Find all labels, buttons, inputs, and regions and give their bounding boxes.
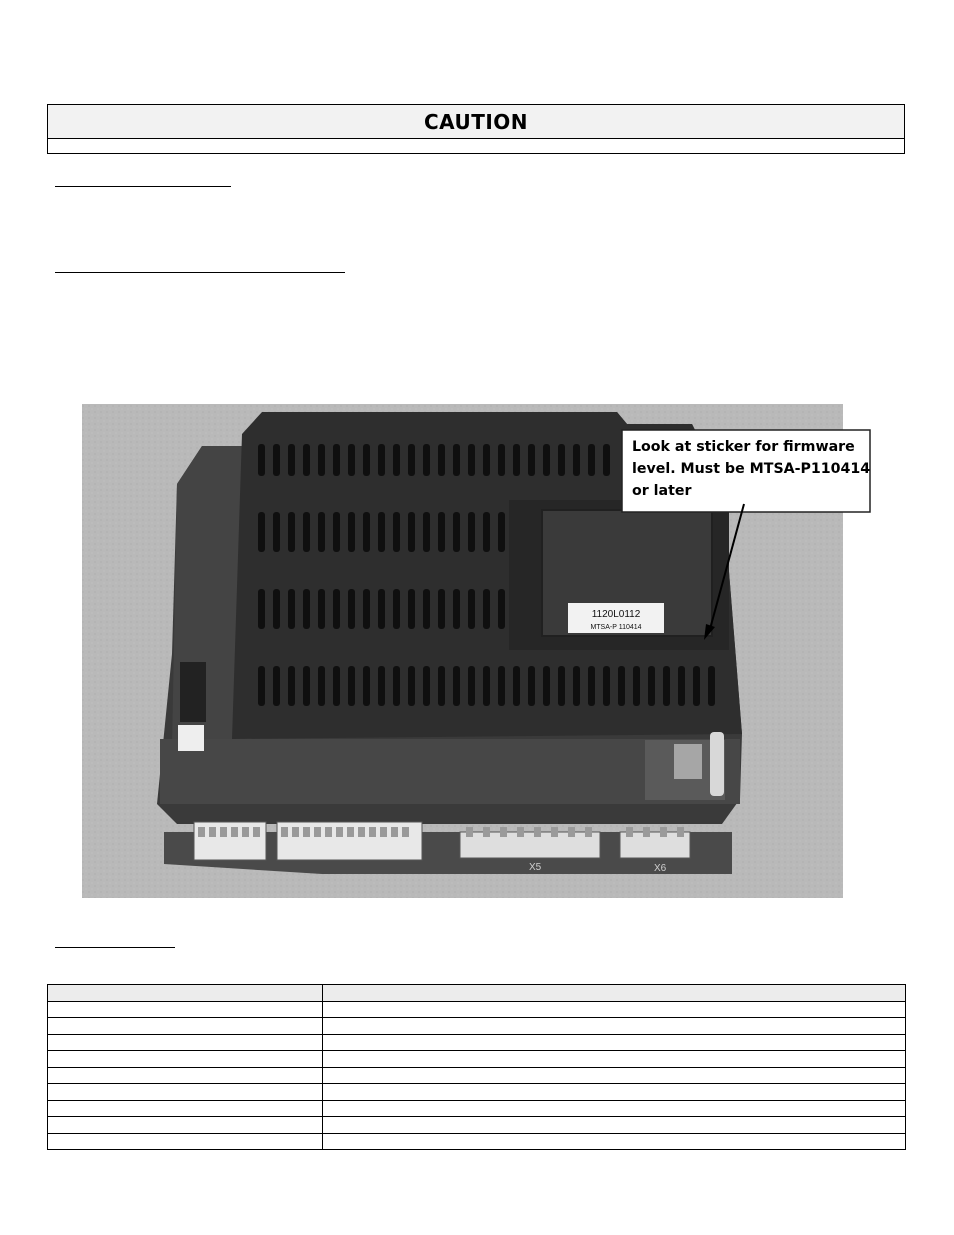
sticker-line-1: 1120L0112 <box>591 609 641 620</box>
table-row <box>48 1133 906 1150</box>
table-row <box>48 1067 906 1084</box>
table-row <box>48 1117 906 1134</box>
table-cell <box>323 1034 906 1051</box>
table-cell <box>323 1133 906 1150</box>
control-board-photo <box>82 404 871 898</box>
table-cell <box>323 985 906 1002</box>
connector-label-x5: X5 <box>529 862 542 873</box>
table-row <box>48 1018 906 1035</box>
table-cell <box>48 985 323 1002</box>
caution-header <box>48 105 904 139</box>
section-heading-underline-2 <box>55 272 345 273</box>
table-cell <box>323 1084 906 1101</box>
caution-title: CAUTION <box>423 109 529 134</box>
table-cell <box>323 1001 906 1018</box>
table-cell <box>323 1067 906 1084</box>
table-cell <box>48 1051 323 1068</box>
table-row <box>48 1001 906 1018</box>
table-header-row <box>48 985 906 1002</box>
sticker-line-2: MTSA-P 110414 <box>590 624 642 631</box>
table-row <box>48 1034 906 1051</box>
caution-box <box>47 104 905 154</box>
table-cell <box>48 1018 323 1035</box>
table-cell <box>48 1034 323 1051</box>
table-cell <box>48 1133 323 1150</box>
table-cell <box>48 1067 323 1084</box>
table-cell <box>323 1100 906 1117</box>
section-heading-underline-1 <box>55 186 231 187</box>
table-row <box>48 1100 906 1117</box>
callout-line-1: Look at sticker for firmware <box>632 439 855 455</box>
data-table <box>47 984 906 1150</box>
table-cell <box>323 1117 906 1134</box>
callout-line-2: level. Must be MTSA-P110414 <box>632 461 871 477</box>
table-cell <box>48 1117 323 1134</box>
section-heading-underline-3 <box>55 947 175 948</box>
table-cell <box>48 1001 323 1018</box>
table-row <box>48 1084 906 1101</box>
control-board-illustration <box>82 404 871 898</box>
table-row <box>48 1051 906 1068</box>
table-cell <box>48 1084 323 1101</box>
table-cell <box>323 1051 906 1068</box>
callout-line-3: or later <box>632 483 692 499</box>
table-cell <box>48 1100 323 1117</box>
table-cell <box>323 1018 906 1035</box>
connector-label-x6: X6 <box>654 863 667 874</box>
